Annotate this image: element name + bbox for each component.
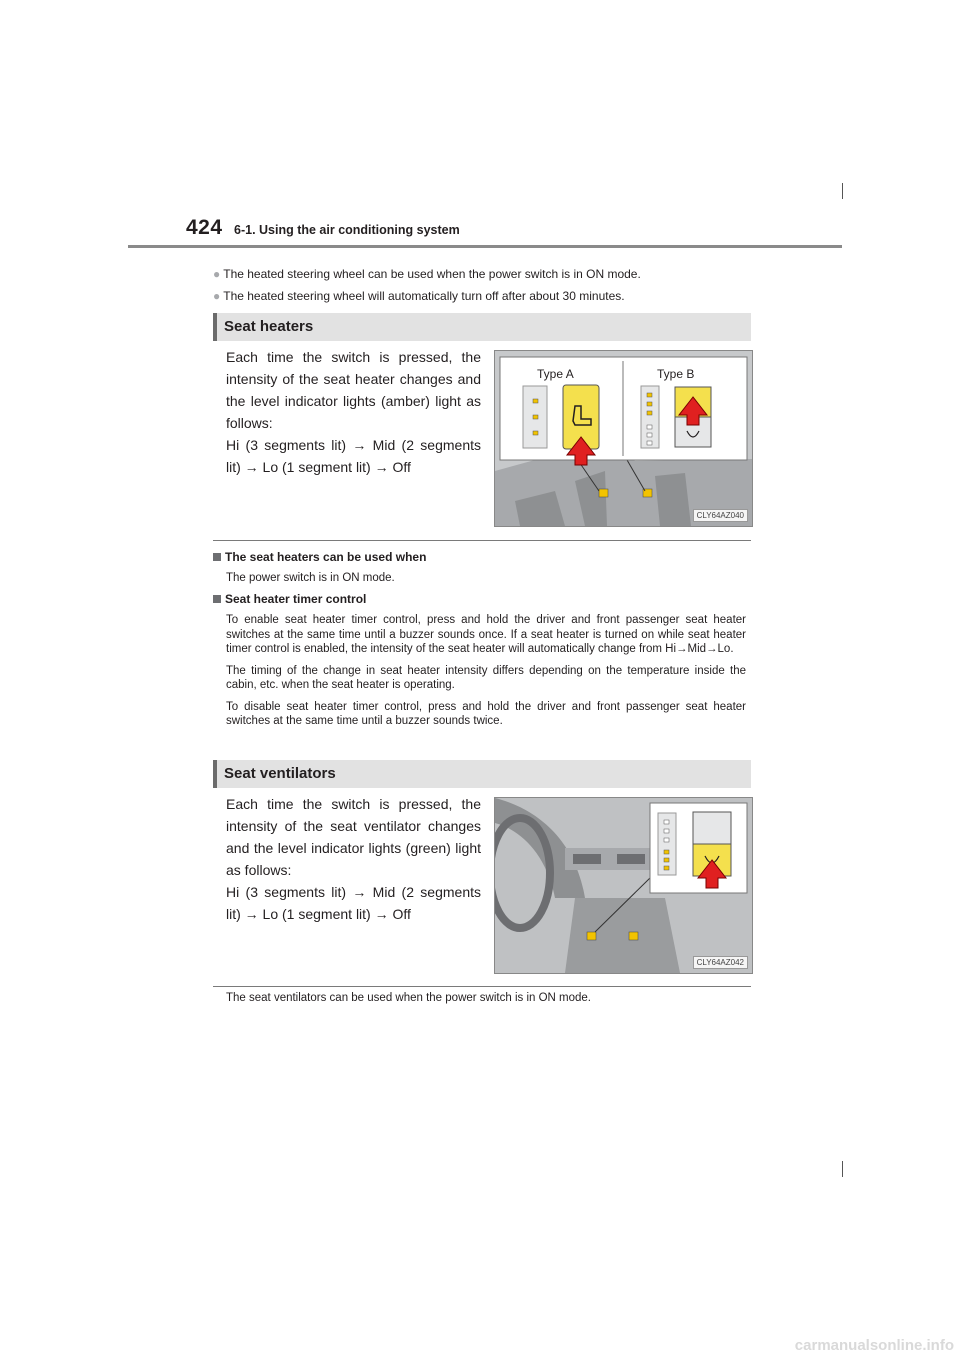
- seat-heaters-body: Each time the switch is pressed, the intensity of the seat heater changes and the level indicator lights (amber) light as follows: Hi (3 segments lit) → Mid (2 segments lit) → Lo (1 segment lit) → Off: [226, 349, 481, 475]
- figure-code: CLY64AZ040: [693, 509, 748, 522]
- divider: [213, 986, 751, 987]
- ventilator-footnote: The seat ventilators can be used when the power switch is in ON mode.: [226, 992, 591, 1004]
- seat-heater-illustration: [495, 351, 752, 526]
- note-2: ● The heated steering wheel will automatically turn off after about 30 minutes.: [213, 289, 625, 303]
- crop-mark-top: [842, 183, 843, 199]
- seat-ventilators-body: Each time the switch is pressed, the intensity of the seat ventilator changes and the level indicator lights (green) light as follows: Hi (3 segments lit) → Mid (2 segments lit) → Lo (1 segment lit) → Off: [226, 796, 481, 922]
- seat-heater-figure: [494, 350, 753, 527]
- page-number: 424: [186, 216, 223, 239]
- seat-ventilator-illustration: [495, 798, 752, 973]
- square-bullet-icon: [213, 595, 221, 603]
- seat-ventilators-heading: Seat ventilators: [213, 760, 751, 788]
- type-a-label: Type A: [537, 367, 574, 381]
- square-bullet-icon: [213, 553, 221, 561]
- subsection-text: To enable seat heater timer control, press and hold the driver and front passenger seat heater switches at the same time until a buzzer sounds once. If a seat heater is turned on while seat heater timer control is enabled, the intensity of the seat heater will automatically change from Hi→Mid→Lo. The timing of the change in seat heater intensity differs depending on the temperature inside the cabin, etc. when the seat heater is operating. To disable seat heater timer control, press and hold the driver and front passenger seat heater switches at the same time until a buzzer sounds twice.: [226, 614, 746, 727]
- header-rule: [128, 245, 842, 248]
- seat-heaters-heading: Seat heaters: [213, 313, 751, 341]
- divider: [213, 540, 751, 541]
- seat-ventilator-figure: [494, 797, 753, 974]
- bullet-icon: ●: [213, 289, 221, 303]
- section-title: 6-1. Using the air conditioning system: [234, 223, 460, 237]
- bullet-icon: ●: [213, 267, 221, 281]
- subsection-heading: Seat heater timer control: [213, 591, 366, 607]
- subsection-heading: The seat heaters can be used when: [213, 549, 426, 565]
- crop-mark-bottom: [842, 1161, 843, 1177]
- watermark: carmanualsonline.info: [794, 1337, 954, 1354]
- subsection-text: The power switch is in ON mode.: [226, 572, 395, 584]
- figure-code: CLY64AZ042: [693, 956, 748, 969]
- type-b-label: Type B: [657, 367, 695, 381]
- note-1: ● The heated steering wheel can be used when the power switch is in ON mode.: [213, 267, 641, 281]
